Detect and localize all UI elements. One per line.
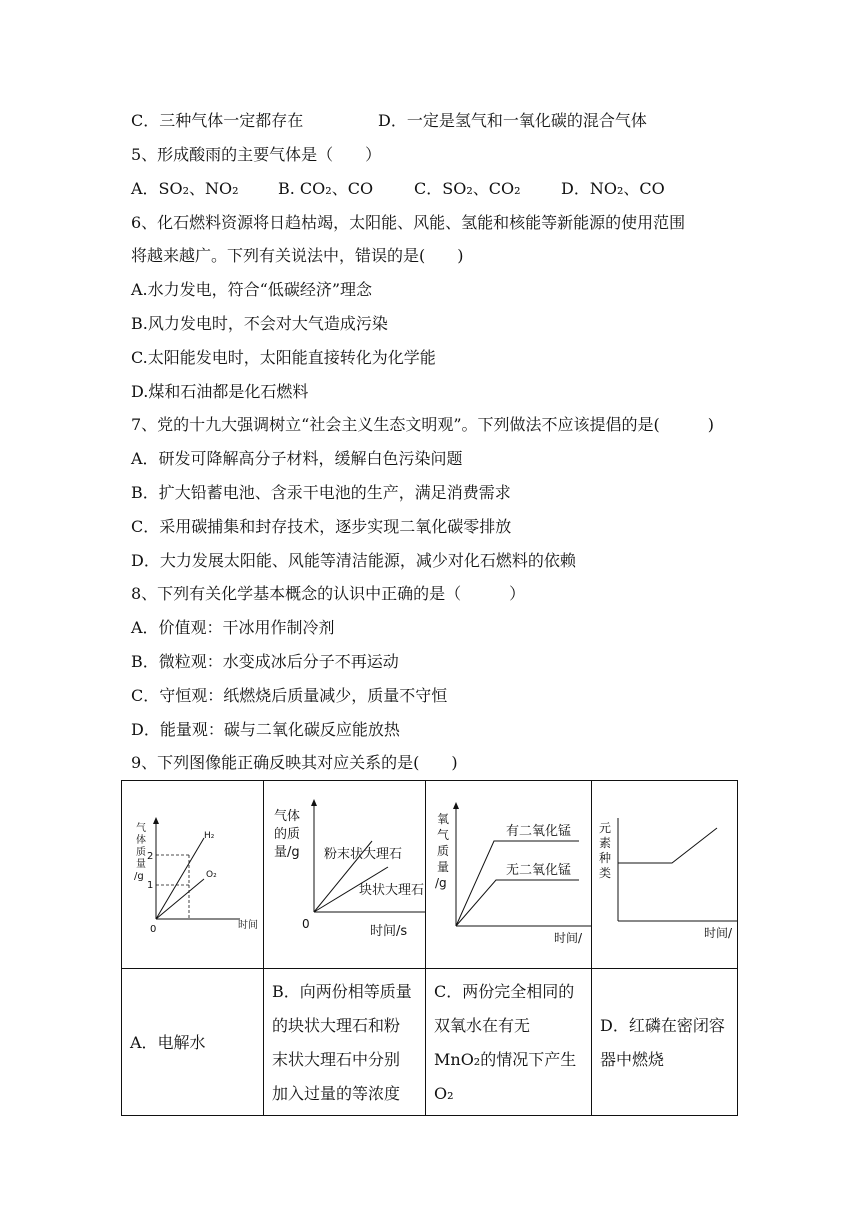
graph-c-ylabel-1: 氧 (437, 812, 450, 826)
graph-d-ylabel-1: 元 (599, 821, 612, 835)
q8-option-a: A．价值观：干冰用作制冷剂 (131, 618, 335, 637)
q9-option-a-text: A．电解水 (130, 1033, 206, 1052)
q7-option-b: B．扩大铅蓄电池、含汞干电池的生产，满足消费需求 (131, 483, 511, 502)
q9-text-row (122, 969, 738, 1116)
graph-d-svg (592, 781, 737, 964)
graph-a-y-arrow (153, 817, 159, 824)
graph-b-ylabel-2: 的质 (274, 827, 301, 842)
q9-option-d-line2: 器中燃烧 (600, 1050, 665, 1069)
graph-d-xlabel: 时间/ (704, 926, 733, 940)
graph-c-label-without: 无二氧化锰 (506, 863, 572, 878)
q8-option-b: B．微粒观：水变成冰后分子不再运动 (131, 652, 399, 671)
q7-option-a: A．研发可降解高分子材料，缓解白色污染问题 (131, 449, 463, 468)
q8-stem: 8、下列有关化学基本概念的认识中正确的是（ ） (131, 584, 526, 603)
q7-option-c: C．采用碳捕集和封存技术，逐步实现二氧化碳零排放 (131, 517, 512, 536)
q9-option-c-line1: C．两份完全相同的 (434, 982, 575, 1001)
q9-option-b (264, 969, 426, 1116)
q5-option-d: D．NO₂、CO (561, 179, 665, 198)
q9-graph-a (122, 781, 264, 969)
q5-option-a: A．SO₂、NO₂ (131, 179, 239, 198)
q9-option-b-line3: 末状大理石中分别 (272, 1050, 401, 1069)
q6-option-b: B.风力发电时，不会对大气造成污染 (131, 314, 388, 333)
graph-b-xlabel: 时间/s (370, 924, 408, 939)
graph-c-ylabel-3: 质 (437, 844, 450, 858)
q9-option-b-line4: 加入过量的等浓度 (272, 1084, 401, 1103)
graph-a-label-h2: H₂ (204, 831, 215, 841)
graph-a-ylabel-3: 质 (136, 847, 146, 858)
q7-stem: 7、党的十九大强调树立“社会主义生态文明观”。下列做法不应该提倡的是( ) (131, 415, 715, 434)
q9-option-c-line3: MnO₂的情况下产生 (434, 1050, 577, 1069)
graph-a-origin: 0 (150, 924, 157, 935)
graph-c-xlabel: 时间/ (554, 931, 583, 945)
q9-option-a (122, 969, 264, 1116)
q9-stem: 9、下列图像能正确反映其对应关系的是( ) (131, 753, 458, 772)
q9-option-d-line1: D．红磷在密闭容 (600, 1016, 725, 1035)
q9-graph-c (426, 781, 592, 969)
q6-option-a: A.水力发电，符合“低碳经济”理念 (131, 280, 373, 299)
q9-option-c-line2: 双氧水在有无 (434, 1016, 531, 1035)
graph-a-ylabel-1: 气 (136, 823, 146, 834)
q9-option-c-line4: O₂ (434, 1084, 454, 1103)
q4-option-c: C．三种气体一定都存在 (131, 111, 304, 130)
q6-stem-line1: 6、化石燃料资源将日趋枯竭，太阳能、风能、氢能和核能等新能源的使用范围 (131, 213, 686, 232)
q9-option-b-line2: 的块状大理石和粉 (272, 1016, 401, 1035)
graph-a-ylabel-5: /g (134, 871, 144, 882)
q9-option-b-line1: B．向两份相等质量 (272, 982, 412, 1001)
q4-option-d: D．一定是氢气和一氧化碳的混合气体 (378, 111, 647, 130)
graph-a-tick-2: 2 (147, 851, 154, 862)
graph-a-line-h2 (156, 838, 204, 919)
q7-option-d: D．大力发展太阳能、风能等清洁能源，减少对化石燃料的依赖 (131, 551, 576, 570)
q8-option-d: D．能量观：碳与二氧化碳反应能放热 (131, 720, 400, 739)
graph-c-y-arrow (453, 802, 459, 809)
graph-c-ylabel-4: 量 (437, 860, 450, 874)
graph-a-svg (122, 781, 263, 964)
graph-c-ylabel-5: /g (435, 876, 447, 890)
graph-a-xlabel: 时间 (238, 920, 258, 931)
graph-a-label-o2: O₂ (206, 870, 217, 880)
graph-b-label-powder: 粉末状大理石 (324, 847, 403, 862)
graph-b-label-block: 块状大理石 (359, 883, 425, 898)
graph-c-line-without (456, 880, 579, 926)
graph-c-label-with: 有二氧化锰 (506, 824, 572, 839)
q6-option-d: D.煤和石油都是化石燃料 (131, 382, 309, 401)
q9-graph-d (592, 781, 738, 969)
q5-stem: 5、形成酸雨的主要气体是（ ） (131, 145, 382, 164)
q6-option-c: C.太阳能发电时，太阳能直接转化为化学能 (131, 348, 436, 367)
graph-b-ylabel-3: 量/g (274, 845, 300, 860)
graph-b-svg (264, 781, 425, 964)
graph-a-tick-1: 1 (147, 880, 154, 891)
q6-stem-line2: 将越来越广。下列有关说法中，错误的是( ) (131, 246, 464, 265)
graph-b-origin: 0 (302, 917, 310, 931)
graph-b-ylabel-1: 气体 (274, 809, 301, 824)
graph-d-line (618, 828, 717, 863)
q8-option-c: C．守恒观：纸燃烧后质量减少，质量不守恒 (131, 686, 448, 705)
graph-a-ylabel-4: 量 (136, 859, 146, 870)
graph-a-ylabel (134, 822, 146, 882)
q9-graph-row (122, 781, 738, 969)
graph-d-ylabel-3: 种 (599, 851, 612, 865)
graph-b-y-arrow (311, 799, 317, 806)
q5-option-c: C．SO₂、CO₂ (414, 179, 521, 198)
graph-c-line-with (456, 841, 579, 926)
graph-d-ylabel-2: 素 (599, 836, 612, 850)
q5-option-b: B. CO₂、CO (278, 179, 374, 198)
q9-options-table (121, 780, 738, 1116)
q9-option-c (426, 969, 592, 1116)
graph-d-ylabel-4: 类 (599, 866, 612, 880)
q9-option-d (592, 969, 738, 1116)
graph-c-ylabel-2: 气 (437, 828, 450, 842)
q9-graph-b (264, 781, 426, 969)
graph-a-ylabel-2: 体 (136, 835, 146, 846)
graph-c-svg (426, 781, 591, 964)
